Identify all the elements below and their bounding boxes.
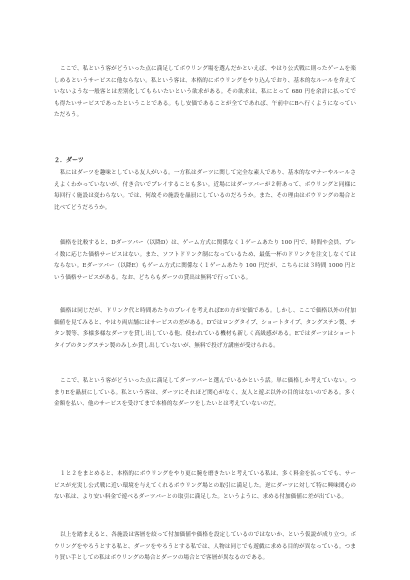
paragraph-darts-price-comparison: 価格を比較すると、Dダーツバー（以降D）は、ゲーム方式に関係なく１ゲームあたり 100 円で、時間や会員、プレイ数に応じた価格サービスはない。また、ソフトドリンク制になっているため、最低一杯のドリンクを注文しなくてはならない。Eダーツバー（以降E）もゲーム方式に関係なく１ゲームあたり 100 円だが、こちらには３時間 1000 円という価格サービスがある。なお、どちらもダーツの貸出は無料で行っている。 (54, 240, 356, 281)
paragraph-bowling-satisfaction: ここで、私という客がどういった点に満足してボウリング場を選んだかといえば、やはり公式戦に則ったゲームを楽しめるというサービスに他ならない。私という客は、本格的にボウリングをやり込んでおり、基本的なルールを弁えていないような一般客とは差別化してもらいたいという欲求がある。その欲求は、私にとって 680 円を余計に払ってでも得たいサービスであったということである。もし安価であることが全てであれば、午前中にBへ行くようになっていただろう。 (54, 66, 356, 119)
paragraph-darts-intro: 私にはダーツを趣味としている友人がいる。一方私はダーツに関して完全な素人であり、基本的なマナーやルールさえよくわかっていないが、付き合いでプレイすることも多い。近場にはダーツバーが２軒あって、ボウリングと同様に毎回行く施設は変わらない。では、何故その施設を贔屓にしているのだろうか。また、その理由はボウリングの場合と比べてどうだろうか。 (54, 170, 356, 211)
paragraph-darts-satisfaction: ここで、私という客がどういった点に満足してダーツバーと選んでいるかという話。単に価格しか考えていない。つまりEを贔屓にしている。私という客は、ダーツにそれほど関心がなく、友人と遊ぶ以外の目的はないのである。多く金額を払い、他のサービスを受けてまで本格的なダーツをしたいとは考えていないのだ。 (54, 378, 356, 408)
section-heading-darts: ２．ダーツ (54, 157, 84, 164)
paragraph-darts-added-value: 価格は同じだが、ドリンク代と時間あたりのプレイを考えればEの方が安価である。しかし、ここで価格以外の付加価値を見てみると、やはり両店舗にはサービスの差がある。Dではロングタイプ、ショートタイプ、タングステン製、チタン製等、多様多様なダーツを貸し出している他、使われている機材も新しく高級感がある。Eではダーツはショートタイプのタングステン製のみしか貸し出していないが、無料で投げ方講座が受けられる。 (54, 308, 356, 349)
paragraph-hypothesis: 以上を踏まえると、各施設は客層を絞って付加価値や価格を設定しているのではないか、という仮説が成り立つ。ボウリングをやろうとする私と、ダーツをやろうとする私では、人物は同じでも遊戯に求める目的が異なっている。つまり買い手としての私はボウリングの場合とダーツの場合とで客層が異なるのである。 (54, 532, 356, 562)
paragraph-summary: １と２をまとめると、本格的にボウリングをやり更に腕を磨きたいと考えている私は、多く料金を払ってでも、サービスが充実し公式戦に近い環境を与えてくれるボウリング場との取引に満足した。逆にダーツに対して特に興味関心のない私は、より安い料金で遊べるダーツバーとの取引に満足した。というように、求める付加価値に差が出ている。 (54, 471, 356, 501)
